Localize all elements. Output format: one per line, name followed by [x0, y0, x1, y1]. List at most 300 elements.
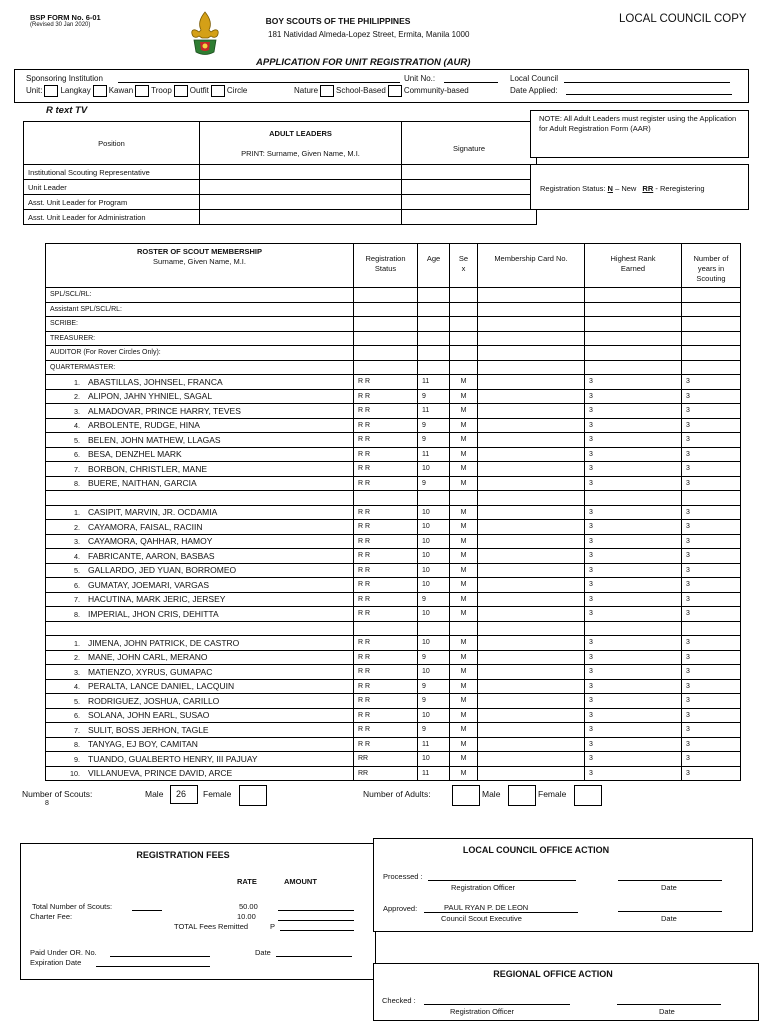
scout-years[interactable]: 3 [682, 592, 741, 607]
scout-name-cell[interactable] [46, 679, 354, 694]
adult-signature-cell[interactable] [402, 195, 537, 210]
scout-age[interactable]: 11 [418, 737, 450, 752]
scout-rank[interactable]: 3 [585, 592, 682, 607]
scout-row [46, 433, 741, 448]
years-cell[interactable] [682, 331, 741, 346]
status-cell[interactable] [354, 288, 418, 303]
adult-signature-cell[interactable] [402, 165, 537, 180]
scout-status[interactable]: R R [354, 476, 418, 491]
age-cell[interactable] [418, 331, 450, 346]
scout-sex[interactable]: M [450, 389, 478, 404]
scout-sex[interactable]: M [450, 476, 478, 491]
officer-label: QUARTERMASTER: [46, 360, 354, 375]
scout-age[interactable]: 9 [418, 389, 450, 404]
scout-age[interactable]: 9 [418, 476, 450, 491]
age-cell[interactable] [418, 302, 450, 317]
card-cell[interactable] [478, 331, 585, 346]
scout-age[interactable]: 9 [418, 592, 450, 607]
scout-years[interactable]: 3 [682, 766, 741, 781]
scout-years[interactable]: 3 [682, 447, 741, 462]
scout-row [46, 665, 741, 680]
scout-age[interactable]: 10 [418, 752, 450, 767]
scout-years[interactable]: 3 [682, 578, 741, 593]
card-cell[interactable] [478, 317, 585, 332]
scout-age[interactable]: 10 [418, 665, 450, 680]
scout-status[interactable]: R R [354, 665, 418, 680]
scout-name-cell[interactable] [46, 404, 354, 419]
scout-card-no[interactable] [478, 679, 585, 694]
scout-name-cell[interactable] [46, 462, 354, 477]
female-count-box[interactable] [239, 785, 267, 806]
scout-age[interactable]: 9 [418, 418, 450, 433]
scout-years[interactable]: 3 [682, 679, 741, 694]
scout-rank[interactable]: 3 [585, 766, 682, 781]
scout-years[interactable]: 3 [682, 418, 741, 433]
scout-card-no[interactable] [478, 592, 585, 607]
total-scouts-fee-label: Total Number of Scouts: [32, 902, 113, 911]
scout-sex[interactable]: M [450, 418, 478, 433]
scout-years[interactable]: 3 [682, 563, 741, 578]
scout-age[interactable]: 10 [418, 563, 450, 578]
scout-card-no[interactable] [478, 520, 585, 535]
scout-card-no[interactable] [478, 476, 585, 491]
kawan-checkbox[interactable] [93, 85, 107, 97]
scout-card-no[interactable] [478, 389, 585, 404]
scout-years[interactable]: 3 [682, 752, 741, 767]
scout-rank[interactable]: 3 [585, 563, 682, 578]
scout-card-no[interactable] [478, 650, 585, 665]
age-cell[interactable] [418, 346, 450, 361]
scout-rank[interactable]: 3 [585, 723, 682, 738]
scout-name-cell[interactable] [46, 447, 354, 462]
scout-status[interactable]: R R [354, 433, 418, 448]
scout-rank[interactable]: 3 [585, 708, 682, 723]
scout-years[interactable]: 3 [682, 549, 741, 564]
sex-cell[interactable] [450, 491, 478, 506]
scout-years[interactable]: 3 [682, 404, 741, 419]
scout-card-no[interactable] [478, 505, 585, 520]
card-cell[interactable] [478, 360, 585, 375]
checked-field[interactable] [424, 996, 570, 1005]
scout-status[interactable]: RR [354, 766, 418, 781]
adult-signature-cell[interactable] [402, 210, 537, 225]
scout-rank[interactable]: 3 [585, 607, 682, 622]
scout-card-no[interactable] [478, 723, 585, 738]
scout-sex[interactable]: M [450, 505, 478, 520]
paid-or-field[interactable] [110, 948, 210, 957]
scout-sex[interactable]: M [450, 679, 478, 694]
scout-status[interactable]: R R [354, 679, 418, 694]
scout-sex[interactable]: M [450, 563, 478, 578]
scout-number: 7. [74, 595, 80, 605]
scout-rank[interactable]: 3 [585, 636, 682, 651]
scout-age[interactable]: 10 [418, 549, 450, 564]
officer-label: AUDITOR (For Rover Circles Only): [46, 346, 354, 361]
scout-name-cell[interactable] [46, 737, 354, 752]
scout-years[interactable]: 3 [682, 723, 741, 738]
rank-cell[interactable] [585, 331, 682, 346]
note-box: NOTE: All Adult Leaders must register using the Application for Adult Registration Form (AAR) [530, 110, 749, 158]
scout-status[interactable]: R R [354, 737, 418, 752]
scout-sex[interactable]: M [450, 520, 478, 535]
age-cell[interactable] [418, 317, 450, 332]
scout-card-no[interactable] [478, 665, 585, 680]
adult-name-cell[interactable] [200, 180, 402, 195]
rank-cell[interactable] [585, 302, 682, 317]
sex-cell[interactable] [450, 621, 478, 636]
age-cell[interactable] [418, 491, 450, 506]
scout-age[interactable]: 11 [418, 766, 450, 781]
scout-rank[interactable]: 3 [585, 549, 682, 564]
scout-years[interactable]: 3 [682, 737, 741, 752]
scout-age[interactable]: 11 [418, 375, 450, 390]
checked-date-field[interactable] [617, 996, 721, 1005]
local-action-title: LOCAL COUNCIL OFFICE ACTION [462, 845, 610, 855]
scout-name: GUMATAY, JOEMARI, VARGAS [88, 579, 210, 590]
scout-sex[interactable]: M [450, 447, 478, 462]
years-cell[interactable] [682, 491, 741, 506]
scout-age[interactable]: 10 [418, 607, 450, 622]
sex-cell[interactable] [450, 331, 478, 346]
scout-status[interactable]: R R [354, 723, 418, 738]
rate-header: RATE [237, 877, 257, 886]
scout-number: 4. [74, 551, 80, 561]
community-based-checkbox[interactable] [388, 85, 402, 97]
approved-date-field[interactable] [618, 903, 722, 912]
scout-card-no[interactable] [478, 375, 585, 390]
checked-date-label: Date [659, 1007, 675, 1016]
scout-name-cell[interactable] [46, 665, 354, 680]
scout-name: ARBOLENTE, RUDGE, HINA [88, 420, 200, 431]
paid-date-field[interactable] [276, 948, 352, 957]
scout-name-cell[interactable] [46, 694, 354, 709]
scout-card-no[interactable] [478, 462, 585, 477]
sponsoring-field[interactable] [118, 74, 400, 83]
scout-rank[interactable]: 3 [585, 476, 682, 491]
scout-status[interactable]: R R [354, 375, 418, 390]
scout-sex[interactable]: M [450, 607, 478, 622]
scout-years[interactable]: 3 [682, 433, 741, 448]
scout-name-cell[interactable] [46, 578, 354, 593]
expiration-field[interactable] [96, 958, 210, 967]
scout-card-no[interactable] [478, 563, 585, 578]
scout-name: FABRICANTE, AARON, BASBAS [88, 550, 215, 561]
sex-cell[interactable] [450, 346, 478, 361]
scout-age[interactable]: 10 [418, 520, 450, 535]
scout-rank[interactable]: 3 [585, 404, 682, 419]
officer-row [46, 346, 741, 361]
reg-status-new: – New [615, 184, 637, 193]
total-scouts-amount[interactable] [278, 902, 354, 911]
scout-sex[interactable]: M [450, 723, 478, 738]
scout-card-no[interactable] [478, 766, 585, 781]
scout-status[interactable]: R R [354, 447, 418, 462]
adult-name-cell[interactable] [200, 165, 402, 180]
card-cell[interactable] [478, 491, 585, 506]
age-cell[interactable] [418, 621, 450, 636]
outfit-checkbox[interactable] [174, 85, 188, 97]
scout-name-cell[interactable] [46, 650, 354, 665]
scout-name-cell[interactable] [46, 549, 354, 564]
processed-field[interactable] [428, 872, 576, 881]
scout-status[interactable]: R R [354, 389, 418, 404]
scout-age[interactable]: 10 [418, 708, 450, 723]
form-revision: (Revised 30 Jan 2020) [30, 22, 91, 28]
scout-years[interactable]: 3 [682, 694, 741, 709]
scout-rank[interactable]: 3 [585, 578, 682, 593]
years-cell[interactable] [682, 288, 741, 303]
scout-status[interactable]: R R [354, 549, 418, 564]
scout-age[interactable]: 10 [418, 505, 450, 520]
scout-rank[interactable]: 3 [585, 752, 682, 767]
scout-status[interactable]: R R [354, 708, 418, 723]
scout-years[interactable]: 3 [682, 462, 741, 477]
sex-cell[interactable] [450, 317, 478, 332]
charter-fee-amount[interactable] [278, 912, 354, 921]
scout-status[interactable]: R R [354, 520, 418, 535]
card-cell[interactable] [478, 346, 585, 361]
scout-sex[interactable]: M [450, 650, 478, 665]
scout-name-cell[interactable] [46, 592, 354, 607]
total-scouts-fee-field[interactable] [132, 902, 162, 911]
scout-status[interactable]: R R [354, 404, 418, 419]
status-cell[interactable] [354, 302, 418, 317]
years-cell[interactable] [682, 317, 741, 332]
circle-checkbox[interactable] [211, 85, 225, 97]
status-cell[interactable] [354, 317, 418, 332]
scout-years[interactable]: 3 [682, 505, 741, 520]
scout-row [46, 462, 741, 477]
scout-name-cell[interactable] [46, 766, 354, 781]
scout-name: MATIENZO, XYRUS, GUMAPAC [88, 666, 213, 677]
scout-years[interactable]: 3 [682, 650, 741, 665]
age-cell[interactable] [418, 360, 450, 375]
scout-rank[interactable]: 3 [585, 520, 682, 535]
scout-sex[interactable]: M [450, 636, 478, 651]
scout-rank[interactable]: 3 [585, 665, 682, 680]
status-cell[interactable] [354, 491, 418, 506]
scout-sex[interactable]: M [450, 665, 478, 680]
scout-number: 5. [74, 566, 80, 576]
scout-name-cell[interactable] [46, 563, 354, 578]
scout-name-cell[interactable] [46, 418, 354, 433]
scout-name-cell[interactable] [46, 723, 354, 738]
years-cell[interactable] [682, 360, 741, 375]
scout-rank[interactable]: 3 [585, 679, 682, 694]
scout-rank[interactable]: 3 [585, 534, 682, 549]
scout-rank[interactable]: 3 [585, 737, 682, 752]
scout-card-no[interactable] [478, 694, 585, 709]
scout-card-no[interactable] [478, 418, 585, 433]
scout-rank[interactable]: 3 [585, 375, 682, 390]
scout-sex[interactable]: M [450, 462, 478, 477]
scout-sex[interactable]: M [450, 592, 478, 607]
card-cell[interactable] [478, 621, 585, 636]
copy-label: LOCAL COUNCIL COPY [619, 13, 747, 25]
status-cell[interactable] [354, 360, 418, 375]
adult-female-box[interactable] [574, 785, 602, 806]
scout-age[interactable]: 9 [418, 433, 450, 448]
langkay-checkbox[interactable] [44, 85, 58, 97]
scout-name-cell[interactable] [46, 375, 354, 390]
rank-cell[interactable] [585, 346, 682, 361]
scout-card-no[interactable] [478, 636, 585, 651]
fees-title: REGISTRATION FEES [136, 850, 230, 860]
scout-age[interactable]: 10 [418, 578, 450, 593]
unit-no-field[interactable] [444, 74, 498, 83]
male-count-box[interactable]: 26 [170, 785, 198, 804]
status-cell[interactable] [354, 331, 418, 346]
unit-no-label: Unit No.: [404, 74, 436, 83]
adult-signature-cell[interactable] [402, 180, 537, 195]
scout-name-cell[interactable] [46, 505, 354, 520]
scout-years[interactable]: 3 [682, 607, 741, 622]
scout-age[interactable]: 9 [418, 723, 450, 738]
scout-sex[interactable]: M [450, 708, 478, 723]
adult-male-box[interactable] [508, 785, 536, 806]
scout-card-no[interactable] [478, 737, 585, 752]
age-cell[interactable] [418, 288, 450, 303]
officer-row [46, 302, 741, 317]
years-cell[interactable] [682, 346, 741, 361]
status-cell[interactable] [354, 346, 418, 361]
scout-card-no[interactable] [478, 447, 585, 462]
scout-status[interactable]: R R [354, 636, 418, 651]
scout-sex[interactable]: M [450, 534, 478, 549]
scout-years[interactable]: 3 [682, 375, 741, 390]
scout-card-no[interactable] [478, 404, 585, 419]
scout-name-cell[interactable] [46, 636, 354, 651]
scout-status[interactable]: RR [354, 752, 418, 767]
school-based-checkbox[interactable] [320, 85, 334, 97]
sex-cell[interactable] [450, 302, 478, 317]
group-separator-row [46, 491, 741, 506]
scout-years[interactable]: 3 [682, 665, 741, 680]
sex-cell[interactable] [450, 288, 478, 303]
scout-years[interactable]: 3 [682, 476, 741, 491]
scout-name-cell[interactable] [46, 607, 354, 622]
scout-rank[interactable]: 3 [585, 433, 682, 448]
processed-date-field[interactable] [618, 872, 722, 881]
rank-cell[interactable] [585, 621, 682, 636]
troop-checkbox[interactable] [135, 85, 149, 97]
sex-cell[interactable] [450, 360, 478, 375]
scout-status[interactable]: R R [354, 462, 418, 477]
local-council-field[interactable] [564, 74, 730, 83]
scout-name-cell[interactable] [46, 520, 354, 535]
scout-age[interactable]: 9 [418, 694, 450, 709]
sponsoring-label: Sponsoring Institution [26, 74, 103, 83]
scout-status[interactable]: R R [354, 418, 418, 433]
total-remitted-amount[interactable] [280, 922, 354, 931]
adults-count-box[interactable] [452, 785, 480, 806]
years-cell[interactable] [682, 621, 741, 636]
scout-age[interactable]: 9 [418, 650, 450, 665]
scout-age[interactable]: 11 [418, 404, 450, 419]
rank-cell[interactable] [585, 360, 682, 375]
years-cell[interactable] [682, 302, 741, 317]
scout-name: CAYAMORA, QAHHAR, HAMOY [88, 536, 213, 547]
scout-sex[interactable]: M [450, 694, 478, 709]
scout-card-no[interactable] [478, 752, 585, 767]
scout-status[interactable]: R R [354, 534, 418, 549]
scout-rank[interactable]: 3 [585, 418, 682, 433]
scout-card-no[interactable] [478, 708, 585, 723]
scout-card-no[interactable] [478, 549, 585, 564]
status-cell[interactable] [354, 621, 418, 636]
scout-status[interactable]: R R [354, 607, 418, 622]
rank-cell[interactable] [585, 317, 682, 332]
approver-title: Council Scout Executive [441, 914, 522, 923]
rank-cell[interactable] [585, 288, 682, 303]
scout-status[interactable]: R R [354, 563, 418, 578]
scout-name-cell[interactable] [46, 476, 354, 491]
regional-action-title: REGIONAL OFFICE ACTION [493, 969, 613, 979]
date-applied-field[interactable] [566, 86, 732, 95]
scout-age[interactable]: 11 [418, 447, 450, 462]
card-cell[interactable] [478, 302, 585, 317]
scout-status[interactable]: R R [354, 694, 418, 709]
scout-name-cell[interactable] [46, 708, 354, 723]
scout-years[interactable]: 3 [682, 389, 741, 404]
scout-sex[interactable]: M [450, 578, 478, 593]
scout-name-cell[interactable] [46, 752, 354, 767]
scout-status[interactable]: R R [354, 505, 418, 520]
scout-status[interactable]: R R [354, 592, 418, 607]
scout-rank[interactable]: 3 [585, 650, 682, 665]
scout-card-no[interactable] [478, 433, 585, 448]
scout-age[interactable]: 10 [418, 636, 450, 651]
scout-card-no[interactable] [478, 534, 585, 549]
scout-row [46, 679, 741, 694]
scout-sex[interactable]: M [450, 404, 478, 419]
scout-sex[interactable]: M [450, 737, 478, 752]
scout-card-no[interactable] [478, 578, 585, 593]
scout-age[interactable]: 9 [418, 679, 450, 694]
total-remitted-label: TOTAL Fees Remitted [174, 922, 249, 931]
roster-table [45, 243, 741, 781]
scout-age[interactable]: 10 [418, 534, 450, 549]
scout-age[interactable]: 10 [418, 462, 450, 477]
scout-rank[interactable]: 3 [585, 462, 682, 477]
scout-years[interactable]: 3 [682, 636, 741, 651]
scout-sex[interactable]: M [450, 375, 478, 390]
scout-status[interactable]: R R [354, 578, 418, 593]
scout-sex[interactable]: M [450, 433, 478, 448]
scout-years[interactable]: 3 [682, 708, 741, 723]
expiration-label: Expiration Date [30, 958, 82, 967]
col-sex: Se x [450, 244, 478, 288]
scout-name-cell[interactable] [46, 433, 354, 448]
adult-name-cell[interactable] [200, 195, 402, 210]
scout-rank[interactable]: 3 [585, 694, 682, 709]
adult-name-cell[interactable] [200, 210, 402, 225]
scout-years[interactable]: 3 [682, 534, 741, 549]
scout-sex[interactable]: M [450, 549, 478, 564]
scout-rank[interactable]: 3 [585, 389, 682, 404]
scout-status[interactable]: R R [354, 650, 418, 665]
scout-rank[interactable]: 3 [585, 447, 682, 462]
card-cell[interactable] [478, 288, 585, 303]
rank-cell[interactable] [585, 491, 682, 506]
scout-years[interactable]: 3 [682, 520, 741, 535]
scout-sex[interactable]: M [450, 766, 478, 781]
scout-name-cell[interactable] [46, 389, 354, 404]
scout-card-no[interactable] [478, 607, 585, 622]
scout-rank[interactable]: 3 [585, 505, 682, 520]
scout-sex[interactable]: M [450, 752, 478, 767]
scout-name-cell[interactable] [46, 534, 354, 549]
